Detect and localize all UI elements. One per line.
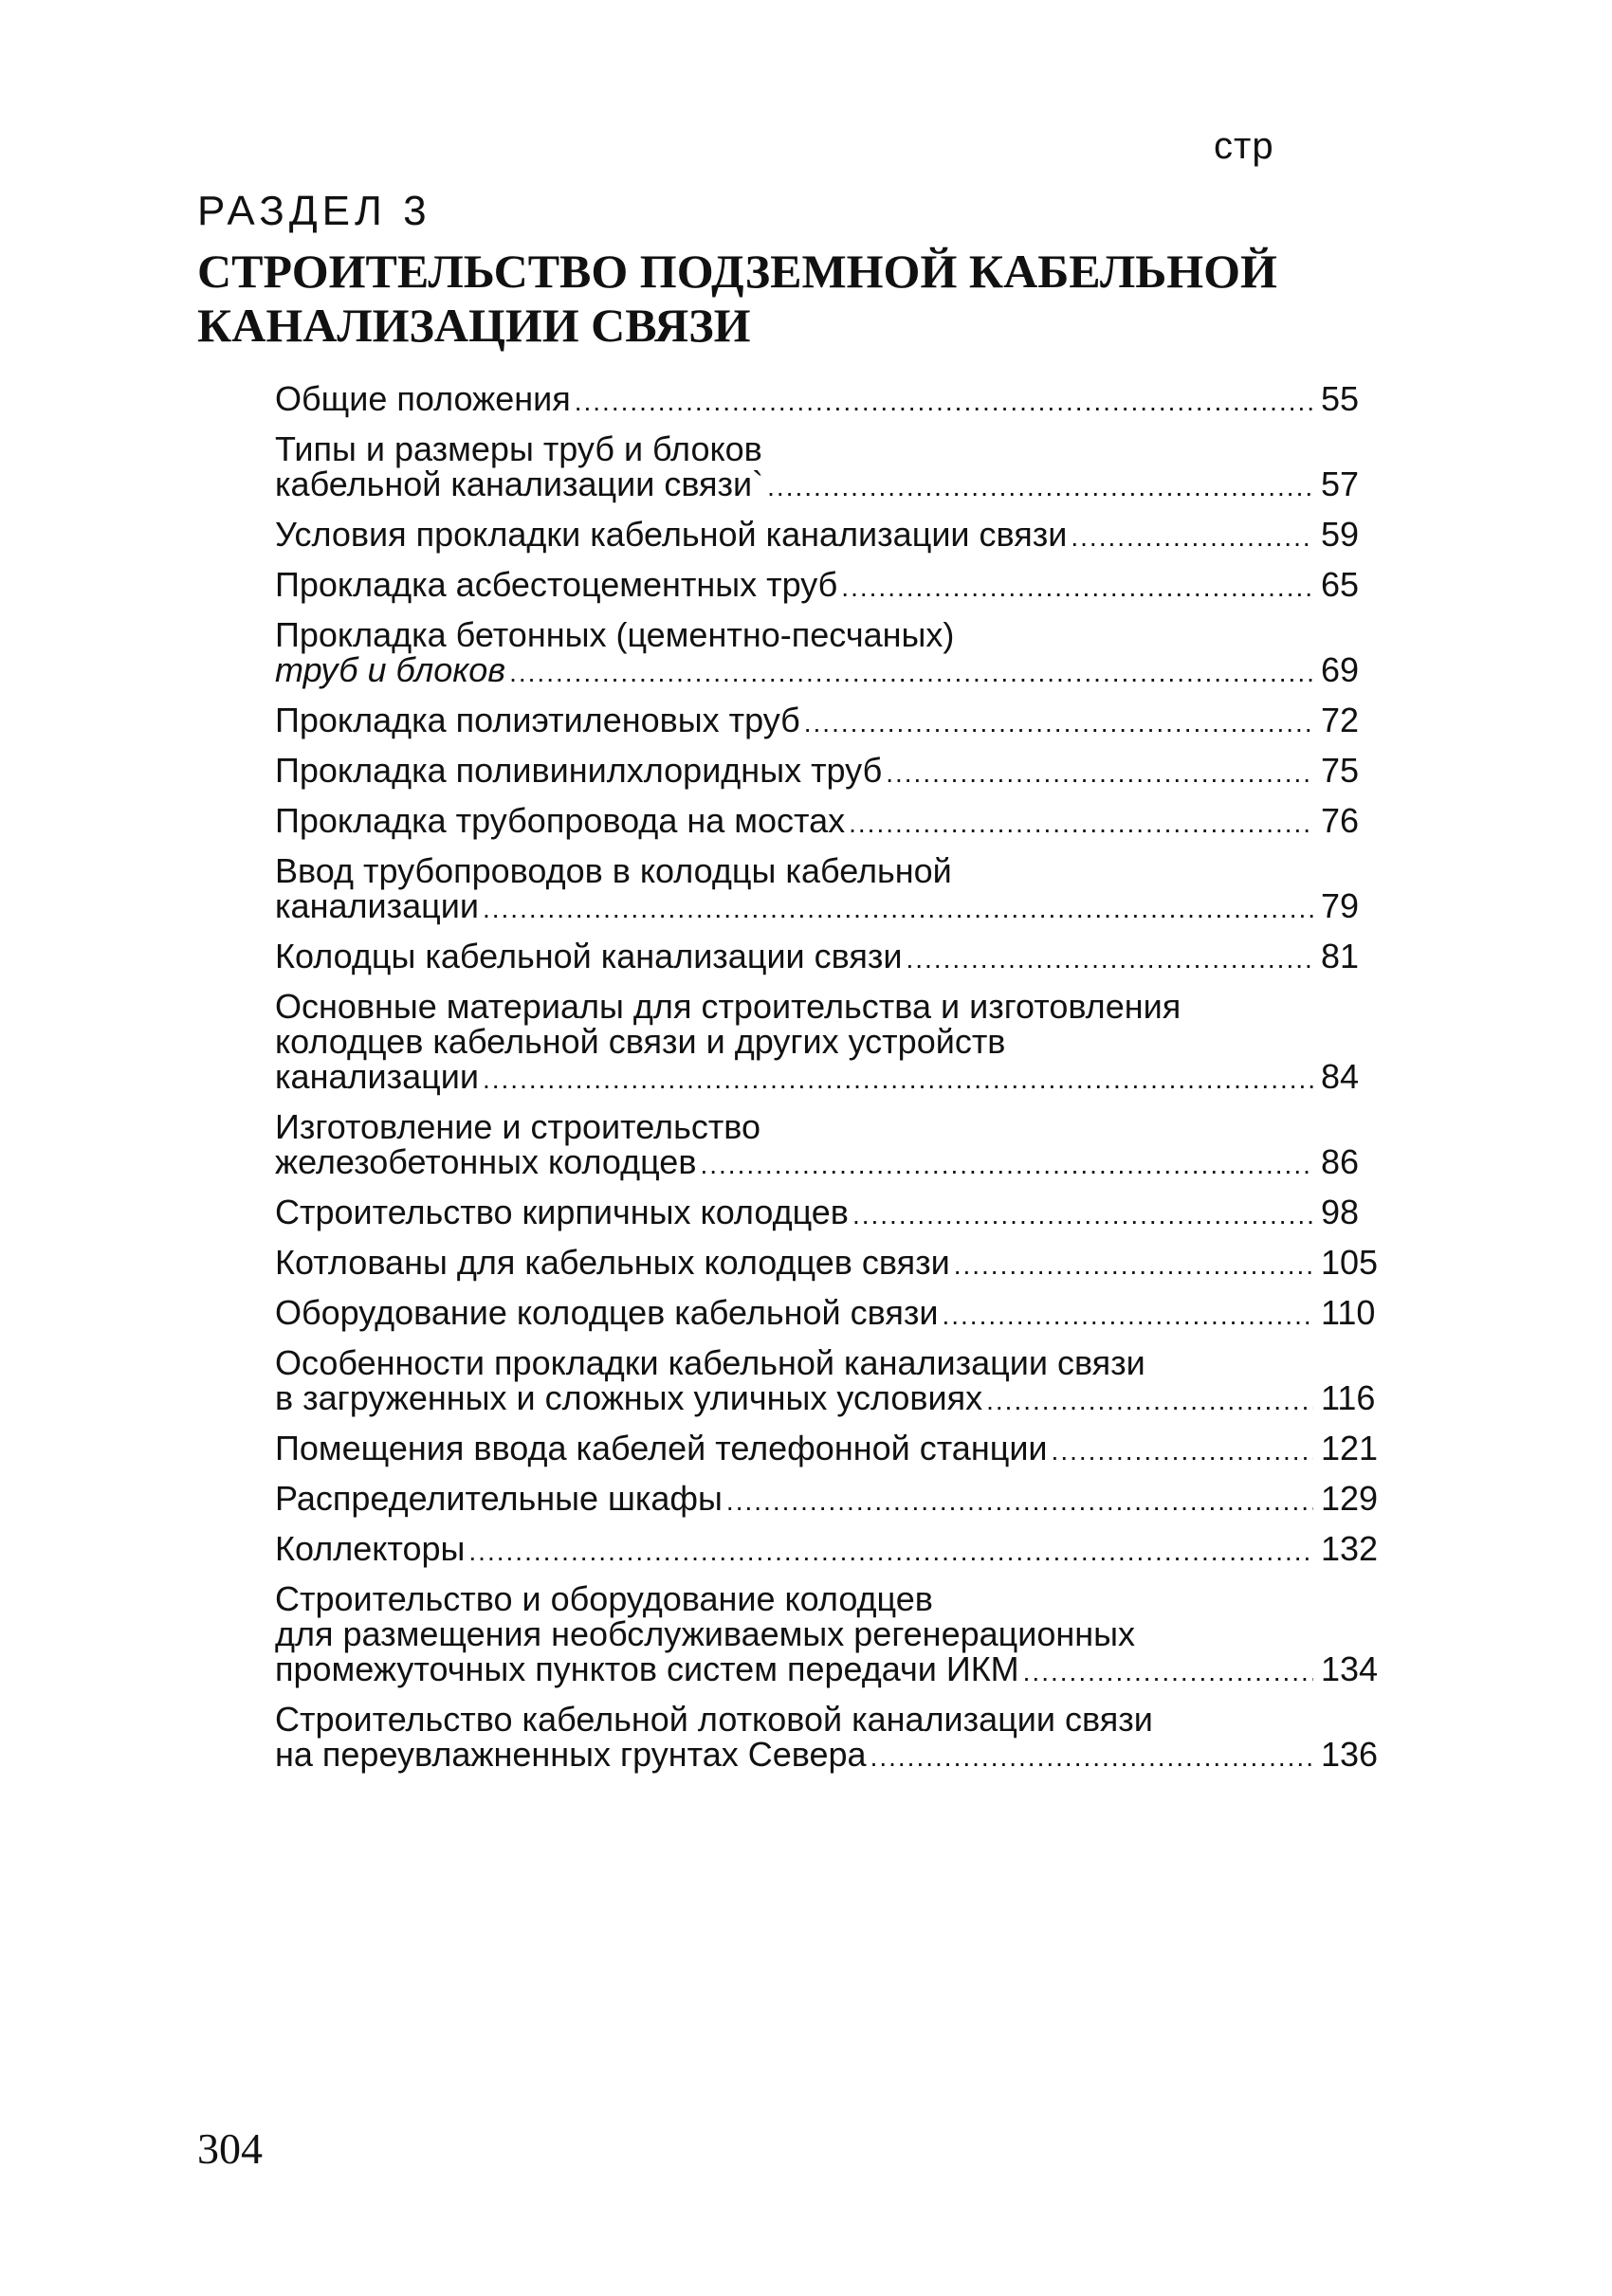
toc-dot-leader bbox=[468, 1534, 1313, 1569]
toc-entry bbox=[275, 1245, 1380, 1283]
toc-entry-title-line: канализации bbox=[275, 886, 479, 925]
toc-entry bbox=[275, 938, 1380, 976]
toc-entry-title-line: колодцев кабельной связи и других устройств bbox=[275, 1022, 1006, 1061]
toc-entry-title-line: Котлованы для кабельных колодцев связи bbox=[275, 1243, 950, 1282]
toc-entry-row bbox=[275, 652, 1380, 690]
toc-dot-leader bbox=[767, 469, 1313, 504]
toc-entry-row bbox=[275, 1651, 1380, 1689]
toc-entry-row bbox=[275, 567, 1380, 605]
toc-entry-page: 110 bbox=[1321, 1293, 1376, 1332]
toc-entry-title-line: для размещения необслуживаемых регенерационных bbox=[275, 1614, 1136, 1653]
toc-entry-page: 136 bbox=[1321, 1735, 1379, 1774]
toc-entry-page: 132 bbox=[1321, 1529, 1379, 1568]
toc-entry-title-line: труб и блоков bbox=[275, 650, 506, 689]
toc-dot-leader bbox=[849, 806, 1313, 841]
toc-entry-row bbox=[275, 702, 1380, 740]
toc-entry-row bbox=[275, 517, 1380, 555]
toc-entry bbox=[275, 1430, 1380, 1468]
toc-entry bbox=[275, 431, 1380, 504]
toc-entry-title-line: Прокладка асбестоцементных труб bbox=[275, 565, 838, 604]
toc-entry-title-line: Оборудование колодцев кабельной связи bbox=[275, 1293, 939, 1332]
toc-entry-page: 59 bbox=[1321, 515, 1360, 554]
toc-entry bbox=[275, 617, 1380, 690]
toc-entry-row bbox=[275, 466, 1380, 504]
toc-entry bbox=[275, 1194, 1380, 1232]
section-label: РАЗДЕЛ 3 bbox=[197, 188, 431, 234]
toc-entry-page: 86 bbox=[1321, 1142, 1360, 1181]
toc-dot-leader bbox=[841, 570, 1313, 605]
toc-entry-title-line: Прокладка полиэтиленовых труб bbox=[275, 701, 800, 739]
toc-dot-leader bbox=[1071, 519, 1313, 555]
section-title bbox=[197, 245, 1335, 353]
toc-entry-title-line: на переувлажненных грунтах Севера bbox=[275, 1735, 867, 1774]
toc-entry-row bbox=[275, 803, 1380, 841]
toc-entry-page: 79 bbox=[1321, 886, 1360, 925]
toc-entry-row bbox=[275, 888, 1380, 926]
toc-entry-title-line: Колодцы кабельной канализации связи bbox=[275, 937, 903, 975]
toc-entry bbox=[275, 1295, 1380, 1333]
toc-dot-leader bbox=[907, 941, 1314, 976]
toc-entry-title-line: железобетонных колодцев bbox=[275, 1142, 697, 1181]
toc-entry bbox=[275, 803, 1380, 841]
toc-entry-row bbox=[275, 753, 1380, 791]
toc-dot-leader bbox=[986, 1383, 1313, 1418]
toc-entry bbox=[275, 1481, 1380, 1519]
toc-entry-page: 72 bbox=[1321, 701, 1360, 739]
toc-entry-row bbox=[275, 1245, 1380, 1283]
toc-entry-title-line: Помещения ввода кабелей телефонной станции bbox=[275, 1429, 1048, 1467]
toc-entry-title-line: Строительство кабельной лотковой канализации связи bbox=[275, 1700, 1153, 1739]
toc-entry-page: 57 bbox=[1321, 465, 1360, 503]
table-of-contents bbox=[275, 381, 1380, 1787]
toc-entry-title-line: Основные материалы для строительства и изготовления bbox=[275, 987, 1182, 1026]
toc-dot-leader bbox=[852, 1197, 1313, 1232]
toc-dot-leader bbox=[483, 891, 1313, 926]
toc-entry-title-line: Распределительные шкафы bbox=[275, 1479, 723, 1518]
toc-entry bbox=[275, 567, 1380, 605]
toc-entry-row bbox=[275, 1481, 1380, 1519]
toc-entry-page: 129 bbox=[1321, 1479, 1379, 1518]
toc-entry-title-line: Коллекторы bbox=[275, 1529, 466, 1568]
toc-entry-title-line: Типы и размеры труб и блоков bbox=[275, 429, 762, 468]
toc-entry-row bbox=[275, 1059, 1380, 1097]
toc-entry-page: 84 bbox=[1321, 1057, 1360, 1096]
toc-entry bbox=[275, 1109, 1380, 1182]
toc-entry-title-line: Общие положения bbox=[275, 379, 571, 418]
toc-entry-page: 81 bbox=[1321, 937, 1360, 975]
toc-entry bbox=[275, 1345, 1380, 1418]
toc-entry-title-line: Ввод трубопроводов в колодцы кабельной bbox=[275, 851, 952, 890]
toc-dot-leader bbox=[700, 1147, 1313, 1182]
page-number: 304 bbox=[197, 2124, 263, 2173]
toc-entry bbox=[275, 989, 1380, 1097]
toc-entry-row bbox=[275, 381, 1380, 419]
toc-entry-page: 75 bbox=[1321, 751, 1360, 790]
toc-entry-row bbox=[275, 1194, 1380, 1232]
section-title-line: КАНАЛИЗАЦИИ СВЯЗИ bbox=[197, 299, 751, 352]
toc-entry-title-line: канализации bbox=[275, 1057, 479, 1096]
toc-entry bbox=[275, 853, 1380, 926]
toc-entry bbox=[275, 1581, 1380, 1689]
toc-entry bbox=[275, 517, 1380, 555]
toc-entry-row bbox=[275, 1531, 1380, 1569]
toc-entry-title-line: Особенности прокладки кабельной канализации связи bbox=[275, 1343, 1145, 1382]
toc-entry-title-line: кабельной канализации связи` bbox=[275, 465, 764, 503]
toc-entry-title-line: Условия прокладки кабельной канализации связи bbox=[275, 515, 1068, 554]
toc-dot-leader bbox=[954, 1248, 1313, 1283]
toc-dot-leader bbox=[1023, 1654, 1313, 1689]
toc-dot-leader bbox=[886, 756, 1313, 791]
toc-dot-leader bbox=[942, 1298, 1313, 1333]
toc-dot-leader bbox=[870, 1740, 1313, 1775]
toc-entry-row bbox=[275, 1295, 1380, 1333]
toc-entry-page: 105 bbox=[1321, 1243, 1379, 1282]
toc-entry-row bbox=[275, 1430, 1380, 1468]
toc-entry-title-line: промежуточных пунктов систем передачи ИКМ bbox=[275, 1649, 1019, 1688]
toc-entry-title-line: Прокладка бетонных (цементно-песчаных) bbox=[275, 615, 955, 654]
toc-entry-page: 98 bbox=[1321, 1193, 1360, 1231]
toc-entry-page: 55 bbox=[1321, 379, 1360, 418]
toc-entry-title-line: Изготовление и строительство bbox=[275, 1107, 761, 1146]
toc-dot-leader bbox=[483, 1062, 1313, 1097]
toc-entry-page: 121 bbox=[1321, 1429, 1379, 1467]
toc-entry-row bbox=[275, 938, 1380, 976]
toc-dot-leader bbox=[575, 384, 1313, 419]
toc-entry-title-line: в загруженных и сложных уличных условиях bbox=[275, 1378, 983, 1417]
toc-entry-page: 76 bbox=[1321, 801, 1360, 840]
toc-entry-title-line: Строительство и оборудование колодцев bbox=[275, 1579, 933, 1618]
toc-entry-row bbox=[275, 1144, 1380, 1182]
toc-entry-page: 134 bbox=[1321, 1649, 1379, 1688]
toc-entry-page: 69 bbox=[1321, 650, 1360, 689]
toc-entry bbox=[275, 381, 1380, 419]
section-title-line: СТРОИТЕЛЬСТВО ПОДЗЕМНОЙ КАБЕЛЬНОЙ bbox=[197, 245, 1277, 298]
page-column-label: стр bbox=[1214, 125, 1274, 167]
toc-entry-page: 65 bbox=[1321, 565, 1360, 604]
toc-dot-leader bbox=[1052, 1433, 1313, 1468]
toc-entry bbox=[275, 1702, 1380, 1775]
toc-entry bbox=[275, 1531, 1380, 1569]
toc-entry-title-line: Прокладка поливинилхлоридных труб bbox=[275, 751, 883, 790]
toc-entry-title-line: Строительство кирпичных колодцев bbox=[275, 1193, 849, 1231]
toc-entry-title-line: Прокладка трубопровода на мостах bbox=[275, 801, 846, 840]
toc-dot-leader bbox=[509, 655, 1313, 690]
toc-entry-row bbox=[275, 1737, 1380, 1775]
toc-dot-leader bbox=[726, 1484, 1313, 1519]
toc-entry bbox=[275, 753, 1380, 791]
toc-entry-row bbox=[275, 1380, 1380, 1418]
toc-dot-leader bbox=[804, 705, 1313, 740]
toc-entry-page: 116 bbox=[1321, 1378, 1376, 1417]
toc-entry bbox=[275, 702, 1380, 740]
